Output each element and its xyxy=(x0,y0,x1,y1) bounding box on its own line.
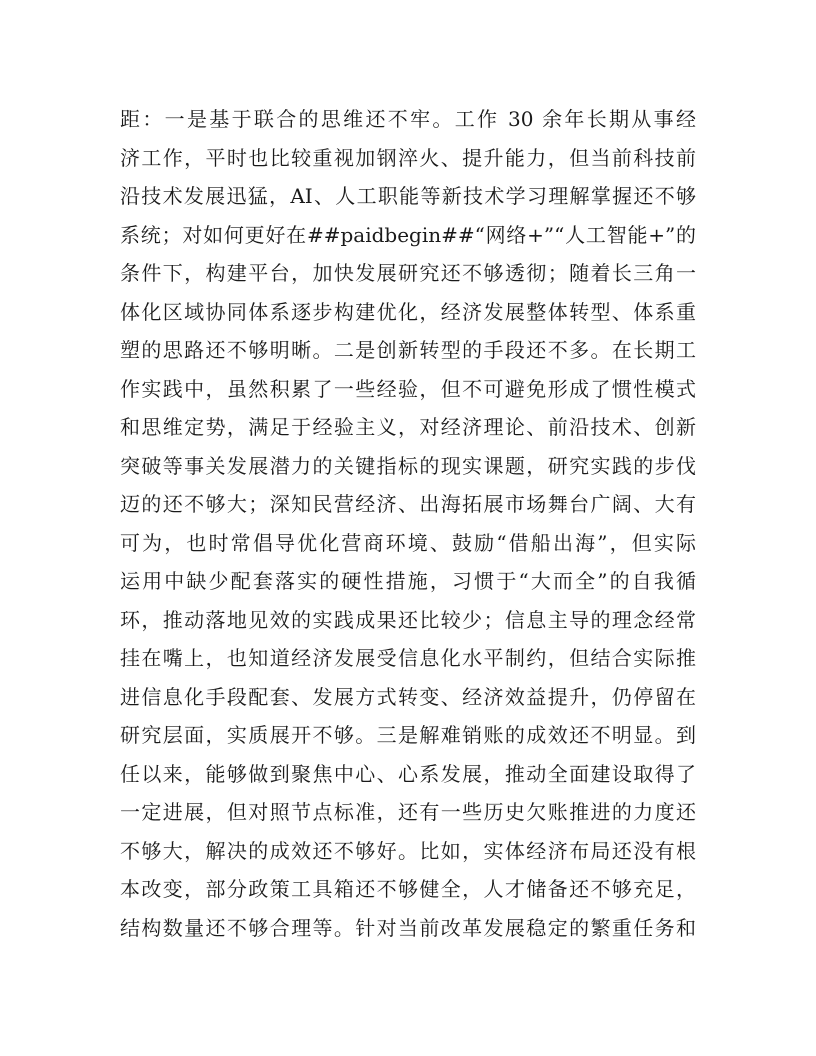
text-line: 系统；对如何更好在##paidbegin##“网络+”“人工智能+”的 xyxy=(120,222,696,247)
text-line: 济工作，平时也比较重视加钢淬火、提升能力，但当前科技前 xyxy=(120,145,696,170)
text-line: 挂在嘴上，也知道经济发展受信息化水平制约，但结合实际推 xyxy=(120,646,696,670)
text-line: 进信息化手段配套、发展方式转变、经济效益提升，仍停留在 xyxy=(120,684,696,709)
text-line: 不够大，解决的成效还不够好。比如，实体经济布局还没有根 xyxy=(120,838,696,863)
text-line: 可为，也时常倡导优化营商环境、鼓励“借船出海”，但实际 xyxy=(120,530,696,555)
text-line: 沿技术发展迅猛，AI、人工职能等新技术学习理解掌握还不够 xyxy=(120,184,696,208)
text-line: 研究层面，实质展开不够。三是解难销账的成效还不明显。到 xyxy=(120,723,696,747)
text-line: 突破等事关发展潜力的关键指标的现实课题，研究实践的步伐 xyxy=(120,453,696,478)
body-text xyxy=(120,100,696,947)
text-line: 体化区域协同体系逐步构建优化，经济发展整体转型、体系重 xyxy=(120,299,696,324)
text-line: 环，推动落地见效的实践成果还比较少；信息主导的理念经常 xyxy=(120,607,696,632)
text-line: 和思维定势，满足于经验主义，对经济理论、前沿技术、创新 xyxy=(120,415,696,439)
text-line: 运用中缺少配套落实的硬性措施，习惯于“大而全”的自我循 xyxy=(120,569,696,593)
text-line: 作实践中，虽然积累了一些经验，但不可避免形成了惯性模式 xyxy=(120,376,696,401)
text-line: 任以来，能够做到聚焦中心、心系发展，推动全面建设取得了 xyxy=(120,761,696,786)
text-line: 条件下，构建平台，加快发展研究还不够透彻；随着长三角一 xyxy=(120,261,696,285)
text-line: 距：一是基于联合的思维还不牢。工作 30 余年长期从事经 xyxy=(120,107,696,131)
text-line: 迈的还不够大；深知民营经济、出海拓展市场舞台广阔、大有 xyxy=(120,492,696,516)
text-line: 一定进展，但对照节点标准，还有一些历史欠账推进的力度还 xyxy=(120,800,696,824)
text-line: 本改变，部分政策工具箱还不够健全，人才储备还不够充足， xyxy=(120,877,696,901)
text-line: 塑的思路还不够明晰。二是创新转型的手段还不多。在长期工 xyxy=(120,338,696,362)
text-line: 结构数量还不够合理等。针对当前改革发展稳定的繁重任务和 xyxy=(120,915,696,940)
